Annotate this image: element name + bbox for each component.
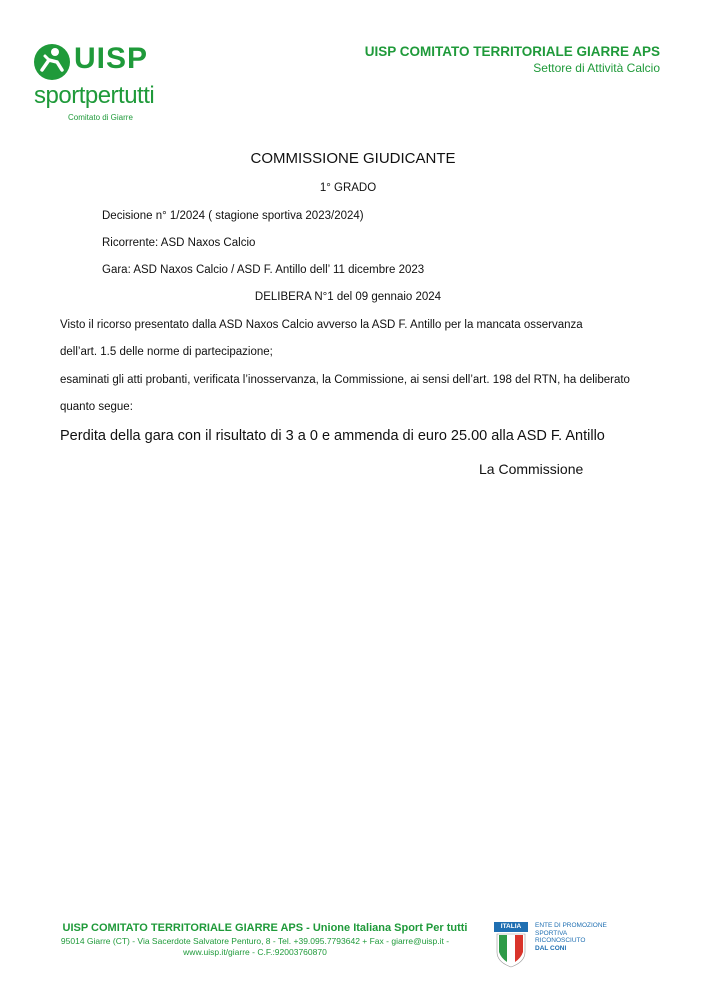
coni-line-4: DAL CONI [535, 944, 567, 952]
document-title: COMMISSIONE GIUDICANTE [250, 150, 456, 167]
signature: La Commissione [479, 461, 584, 477]
header-organization [365, 44, 660, 75]
coni-recognition [535, 922, 607, 952]
body-paragraph-1: Visto il ricorso presentato dalla ASD Naxos Calcio avverso la ASD F. Antillo per la mancata osservanza [60, 319, 583, 331]
coni-line-3: RICONOSCIUTO [535, 937, 586, 944]
ricorrente-line: Ricorrente: ASD Naxos Calcio [102, 237, 256, 249]
decision-statement: Perdita della gara con il risultato di 3 a 0 e ammenda di euro 25.00 alla ASD F. Antillo [60, 428, 605, 444]
uisp-runner-icon [32, 42, 72, 82]
coni-badge-label: ITALIA [500, 923, 522, 930]
logo-subtitle: Comitato di Giarre [68, 113, 133, 122]
decisione-line: Decisione n° 1/2024 ( stagione sportiva 2023/2024) [102, 210, 364, 222]
org-title: UISP COMITATO TERRITORIALE GIARRE APS [364, 44, 660, 59]
body-paragraph-4: quanto segue: [60, 401, 133, 413]
footer-title: UISP COMITATO TERRITORIALE GIARRE APS - Unione Italiana Sport Per tutti [62, 922, 468, 934]
document-grado: 1° GRADO [319, 182, 377, 194]
coni-line-1: ENTE DI PROMOZIONE [535, 922, 607, 929]
coni-line-2: SPORTIVA [535, 929, 568, 937]
body-paragraph-3: esaminati gli atti probanti, verificata l’inosservanza, la Commissione, ai sensi dell’art. 198 del RTN, ha deliberato [60, 374, 630, 386]
uisp-logo [32, 42, 182, 127]
org-subtitle: Settore di Attività Calcio [533, 61, 660, 75]
logo-wordmark: UISP [74, 42, 149, 75]
gara-line: Gara: ASD Naxos Calcio / ASD F. Antillo dell’ 11 dicembre 2023 [102, 264, 425, 276]
logo-tagline: sportpertutti [34, 82, 155, 109]
body-paragraph-2: dell’art. 1.5 delle norme di partecipazione; [60, 346, 273, 358]
footer-address: 95014 Giarre (CT) - Via Sacerdote Salvatore Penturo, 8 - Tel. +39.095.7793642 + Fax - giarre@uisp.it - www.uisp.it/giarre - C.F.:92003760870 [60, 936, 450, 957]
delibera-line: DELIBERA N°1 del 09 gennaio 2024 [254, 291, 442, 303]
